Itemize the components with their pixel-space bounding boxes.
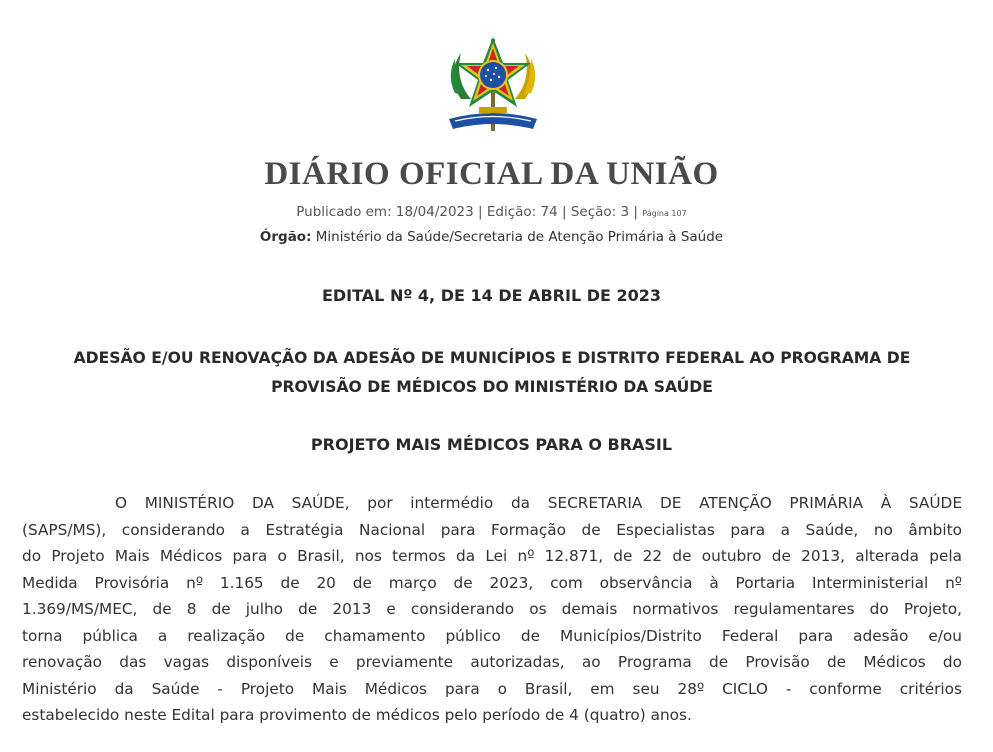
issuing-body-value: Ministério da Saúde/Secretaria de Atenção Primária à Saúde <box>311 229 724 245</box>
ementa-line: PROVISÃO DE MÉDICOS DO MINISTÉRIO DA SAÚDE <box>271 378 713 396</box>
paragraph-line: do Projeto Mais Médicos para o Brasil, nos termos da Lei nº 12.871, de 22 de outubro de 2013, alterada pela <box>22 547 962 565</box>
published-date: Publicado em: 18/04/2023 <box>296 204 474 220</box>
ementa-line: ADESÃO E/OU RENOVAÇÃO DA ADESÃO DE MUNICÍPIOS E DISTRITO FEDERAL AO PROGRAMA DE <box>73 349 911 367</box>
paragraph-line: Ministério da Saúde - Projeto Mais Médicos para o Brasil, em seu 28º CICLO - conforme critérios <box>22 679 962 698</box>
edition-number: Edição: 74 <box>486 204 558 220</box>
separator: | <box>557 204 571 220</box>
separator: | <box>629 204 643 220</box>
paragraph-line: estabelecido neste Edital para provimento de médicos pelo período de 4 (quatro) anos. <box>22 706 692 724</box>
issuing-body <box>0 229 983 245</box>
paragraph-line: Medida Provisória nº 1.165 de 20 de março de 2023, com observância à Portaria Interministerial nº <box>22 573 962 592</box>
body-paragraph <box>22 490 962 729</box>
publication-info <box>0 204 983 220</box>
paragraph-line: torna pública a realização de chamamento público de Municípios/Distrito Federal para adesão e/ou <box>22 626 962 645</box>
section-number: Seção: 3 <box>570 204 630 220</box>
paragraph-line: O MINISTÉRIO DA SAÚDE, por intermédio da SECRETARIA DE ATENÇÃO PRIMÁRIA À SAÚDE <box>115 494 962 512</box>
paragraph-line: 1.369/MS/MEC, de 8 de julho de 2013 e considerando os demais normativos regulamentares do Projeto, <box>22 600 962 618</box>
paragraph-line: (SAPS/MS), considerando a Estratégia Nacional para Formação de Especialistas para a Saúde, no âmbito <box>22 520 962 539</box>
issuing-body-label: Órgão: <box>259 229 312 245</box>
page-number: Página 107 <box>642 209 687 218</box>
project-title: PROJETO MAIS MÉDICOS PARA O BRASIL <box>310 435 673 454</box>
edital-title: EDITAL Nº 4, DE 14 DE ABRIL DE 2023 <box>321 286 662 305</box>
separator: | <box>473 204 487 220</box>
ementa <box>22 344 962 402</box>
masthead-title: DIÁRIO OFICIAL DA UNIÃO <box>264 156 719 192</box>
paragraph-line: renovação das vagas disponíveis e previamente autorizadas, ao Programa de Provisão de Médicos do <box>22 653 962 671</box>
brazil-coat-of-arms-icon <box>441 33 545 137</box>
